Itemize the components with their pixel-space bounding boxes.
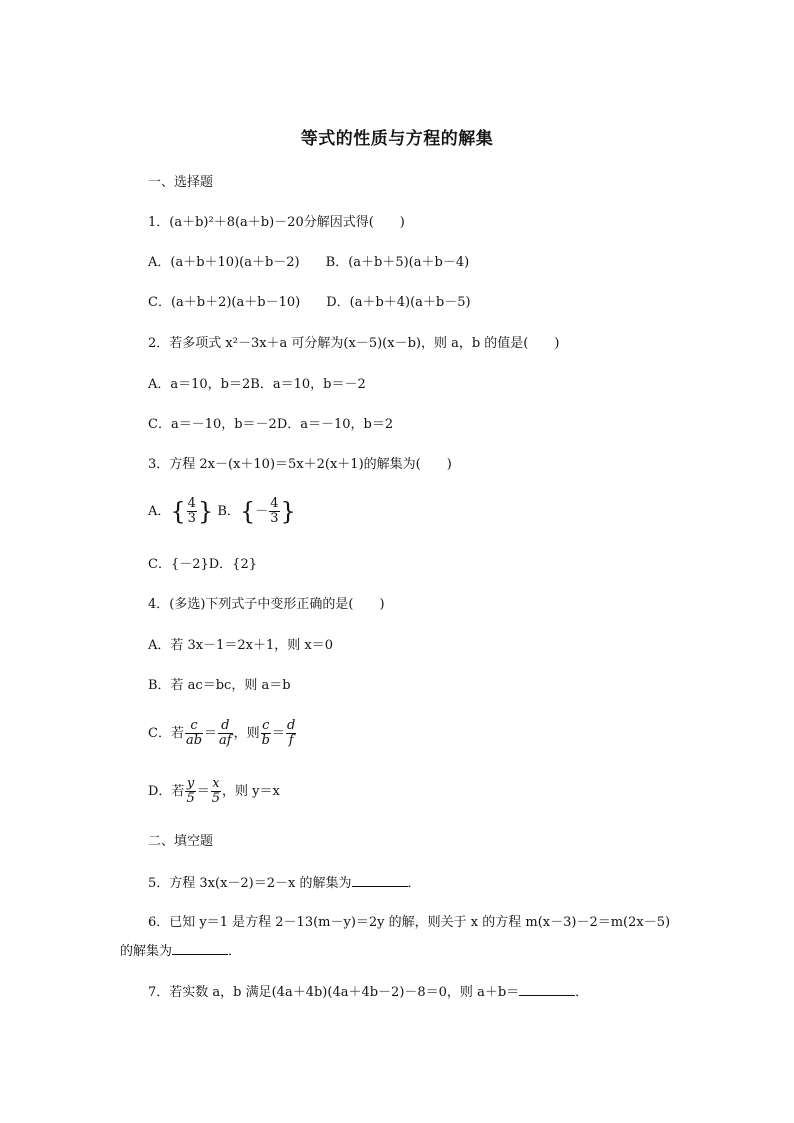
question-4-stem: 4．(多选)下列式子中变形正确的是( ) xyxy=(148,597,385,612)
then-text: ，则 xyxy=(233,726,260,741)
option-c: C．(a＋b＋2)(a＋b－10) xyxy=(148,295,301,310)
question-6-line-1: 6．已知 y＝1 是方程 2－13(m－y)＝2y 的解，则关于 x 的方程 m(x－3)－2＝m(2x－5) xyxy=(148,915,671,930)
minus-sign: － xyxy=(255,504,269,519)
right-brace: } xyxy=(197,497,214,526)
option-a-label: A． xyxy=(148,504,171,519)
question-6-line-2: 的解集为 ． xyxy=(120,944,242,959)
question-3-options-ab xyxy=(148,496,296,528)
question-2-stem: 2．若多项式 x²－3x＋a 可分解为(x－5)(x－b)，则 a，b 的值是( ) xyxy=(148,336,560,351)
fraction: $\frac{d}{af}$ xyxy=(219,718,232,748)
section-heading-choice: 一、选择题 xyxy=(148,175,214,190)
question-4-option-c xyxy=(148,716,297,752)
fraction: $\frac{y}{5}$ xyxy=(186,776,195,806)
answer-blank xyxy=(352,874,408,887)
section-heading-fill: 二、填空题 xyxy=(148,834,214,849)
question-3-stem: 3．方程 2x－(x＋10)＝5x＋2(x＋1)的解集为( ) xyxy=(148,457,452,472)
question-7-text: 7．若实数 a，b 满足(4a＋4b)(4a＋4b－2)－8＝0，则 a＋b＝ xyxy=(148,985,520,1000)
fraction-four-thirds: $\frac{4}{3}$ xyxy=(187,496,196,526)
equals-sign: ＝ xyxy=(271,726,285,741)
question-5-text: 5．方程 3x(x－2)＝2－x 的解集为 xyxy=(148,876,352,891)
fraction: $\frac{x}{5}$ xyxy=(211,776,221,806)
question-2-options-cd: C．a＝－10，b＝－2D．a＝－10，b＝2 xyxy=(148,417,394,432)
question-1-options-ab xyxy=(148,254,469,272)
question-1-options-cd xyxy=(148,294,471,312)
option-d: D．(a＋b＋4)(a＋b－5) xyxy=(326,295,471,310)
answer-blank xyxy=(172,942,228,955)
then-text: ，则 y＝x xyxy=(222,784,280,799)
option-b-label: B． xyxy=(217,504,240,519)
question-6-text: 的解集为 xyxy=(120,944,173,959)
fraction: $\frac{c}{ab}$ xyxy=(185,718,203,748)
question-4-option-d xyxy=(148,774,280,810)
question-4-option-b: B．若 ac＝bc，则 a＝b xyxy=(148,678,291,693)
answer-blank xyxy=(519,983,575,996)
question-5: 5．方程 3x(x－2)＝2－x 的解集为 ． xyxy=(148,876,421,891)
question-7: 7．若实数 a，b 满足(4a＋4b)(4a＋4b－2)－8＝0，则 a＋b＝ ． xyxy=(148,985,589,1000)
question-4-option-a: A．若 3x－1＝2x＋1，则 x＝0 xyxy=(148,638,334,653)
question-2-options-ab: A．a＝10，b＝2B．a＝10，b＝－2 xyxy=(148,377,366,392)
page-title: 等式的性质与方程的解集 xyxy=(300,129,494,149)
fraction-four-thirds: $\frac{4}{3}$ xyxy=(270,496,279,526)
left-brace: { xyxy=(239,497,256,526)
option-a: A．(a＋b＋10)(a＋b－2) xyxy=(148,255,300,270)
right-brace: } xyxy=(280,497,296,526)
question-1-stem: 1．(a＋b)²＋8(a＋b)－20分解因式得( ) xyxy=(148,215,405,230)
equals-sign: ＝ xyxy=(196,784,210,799)
fraction: $\frac{c}{b}$ xyxy=(261,718,270,748)
left-brace: { xyxy=(170,497,186,526)
option-b: B．(a＋b＋5)(a＋b－4) xyxy=(325,255,470,270)
fraction: $\frac{d}{f}$ xyxy=(286,718,296,748)
question-3-options-cd: C．{－2}D．{2} xyxy=(148,557,257,572)
equals-sign: ＝ xyxy=(204,726,218,741)
option-d-label: D．若 xyxy=(148,784,185,799)
option-c-label: C．若 xyxy=(148,726,184,741)
